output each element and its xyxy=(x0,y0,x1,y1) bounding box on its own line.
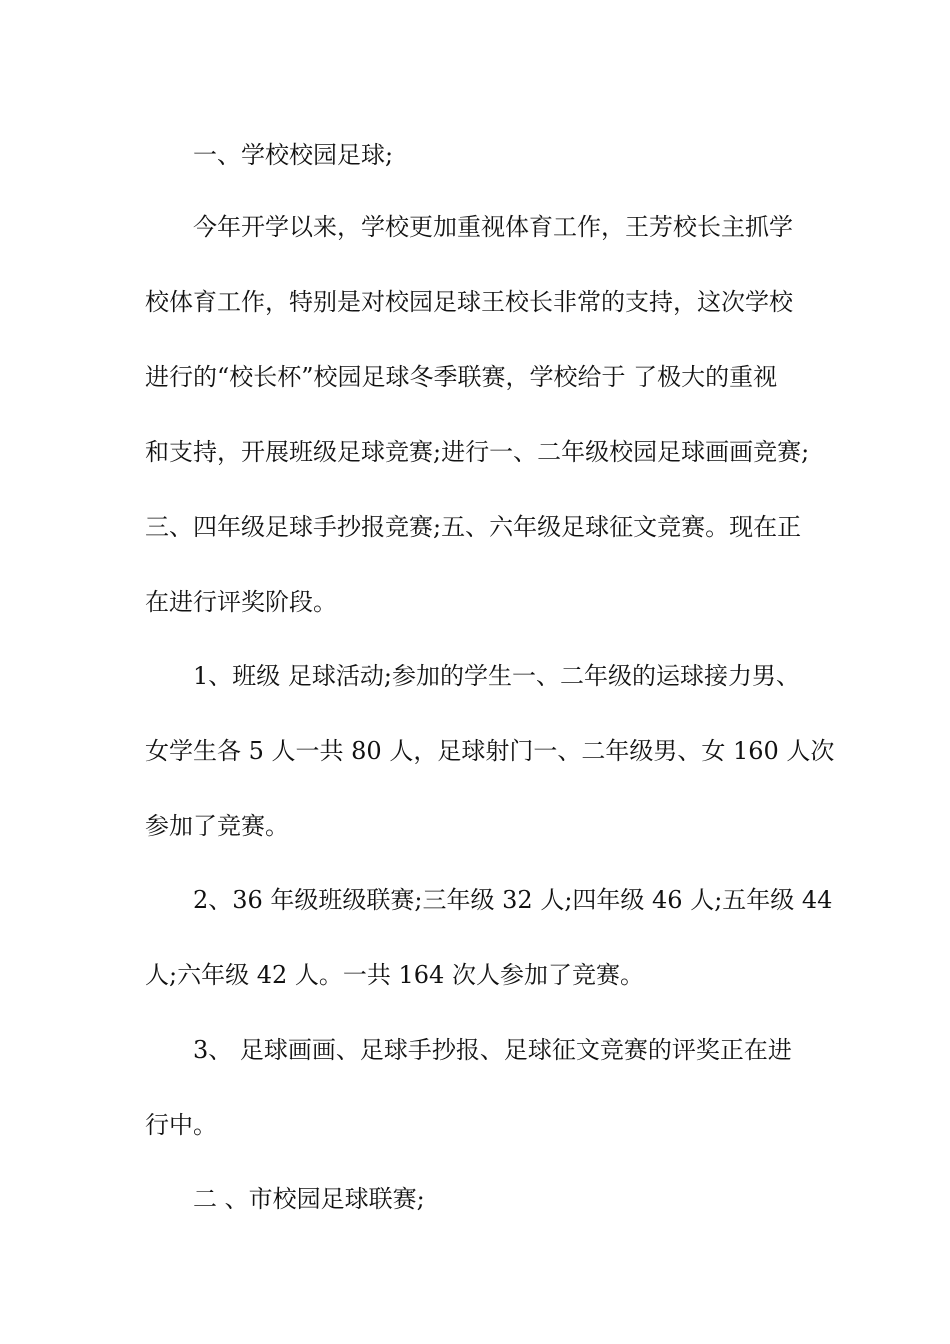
section-heading-1: 一、学校校园足球; xyxy=(193,141,394,169)
paragraph-line: 参加了竞赛。 xyxy=(145,812,289,840)
list-item-2: 2、36 年级班级联赛;三年级 32 人;四年级 46 人;五年级 44 xyxy=(193,886,833,914)
paragraph-line: 女学生各 5 人一共 80 人，足球射门一、二年级男、女 160 人次 xyxy=(145,737,835,765)
section-heading-2: 二 、市校园足球联赛; xyxy=(193,1185,425,1213)
paragraph-line: 在进行评奖阶段。 xyxy=(145,588,337,616)
paragraph-line: 行中。 xyxy=(145,1111,217,1139)
paragraph-line: 和支持，开展班级足球竞赛;进行一、二年级校园足球画画竞赛; xyxy=(145,438,810,466)
list-item-1: 1、班级 足球活动;参加的学生一、二年级的运球接力男、 xyxy=(193,662,800,690)
list-item-3: 3、 足球画画、足球手抄报、足球征文竞赛的评奖正在进 xyxy=(193,1036,792,1064)
paragraph-line: 校体育工作，特别是对校园足球王校长非常的支持，这次学校 xyxy=(145,288,793,316)
paragraph-line: 三、四年级足球手抄报竞赛;五、六年级足球征文竞赛。现在正 xyxy=(145,513,802,541)
paragraph-line: 人;六年级 42 人。一共 164 次人参加了竞赛。 xyxy=(145,961,644,989)
paragraph-line: 进行的“校长杯”校园足球冬季联赛，学校给于 了极大的重视 xyxy=(145,363,778,391)
paragraph-line: 今年开学以来，学校更加重视体育工作，王芳校长主抓学 xyxy=(193,213,793,241)
